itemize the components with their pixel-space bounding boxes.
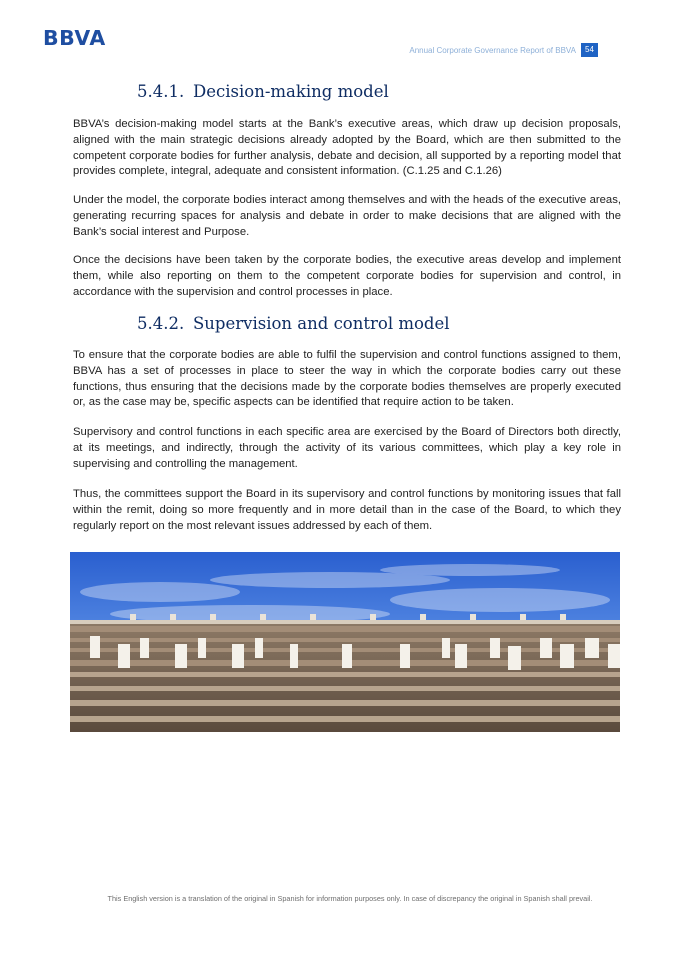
section-number: 5.4.1.: [137, 82, 185, 101]
report-title: Annual Corporate Governance Report of BBVA: [409, 46, 576, 55]
paragraph: BBVA’s decision-making model starts at the Bank’s executive areas, which draw up decision proposals, aligned with the main strategic decisions already adopted by the Board, which are then submitted to the competent corporate bodies for further analysis, debate and decision, all supported by a reporting model that provides complete, integral, adequate and consistent information. (C.1.25 and C.1.26): [73, 118, 621, 178]
paragraph: Under the model, the corporate bodies interact among themselves and with the heads of the executive areas, generating recurring spaces for analysis and debate in order to make decisions that are aligned with the Bank’s social interest and Purpose.: [73, 194, 621, 238]
paragraph: To ensure that the corporate bodies are able to fulfil the supervision and control functions assigned to them, BBVA has a set of processes in place to steer the way in which the corporate bodies carry out these functions, thus ensuring that the decisions made by the corporate bodies themselves are properly executed or, as the case may be, specific aspects can be identified that require action to be taken.: [73, 349, 621, 409]
section-title: Decision-making model: [193, 82, 389, 101]
section-heading-decision-making: [137, 82, 389, 102]
bbva-logo: BBVA: [43, 26, 106, 50]
building-photo: [70, 552, 620, 732]
paragraph: Supervisory and control functions in each specific area are exercised by the Board of Directors both directly, at its meetings, and indirectly, through the activity of its various committees, which play a key role in supervising and controlling the management.: [73, 426, 621, 470]
section-title: Supervision and control model: [193, 314, 450, 333]
page-number-badge: 54: [581, 43, 598, 57]
section-heading-supervision-control: [137, 314, 450, 334]
paragraph: Once the decisions have been taken by the corporate bodies, the executive areas develop and implement them, while also reporting on them to the competent corporate bodies for supervision and control, in accordance with the supervision and control processes in place.: [73, 254, 621, 298]
footer-disclaimer: This English version is a translation of the original in Spanish for information purposes only. In case of discrepancy the original in Spanish shall prevail.: [107, 894, 593, 903]
paragraph: Thus, the committees support the Board in its supervisory and control functions by monitoring issues that fall within the remit, doing so more frequently and in more detail than in the case of the Board, to which they regularly report on the most relevant issues addressed by each of them.: [73, 488, 621, 532]
section-number: 5.4.2.: [137, 314, 185, 333]
